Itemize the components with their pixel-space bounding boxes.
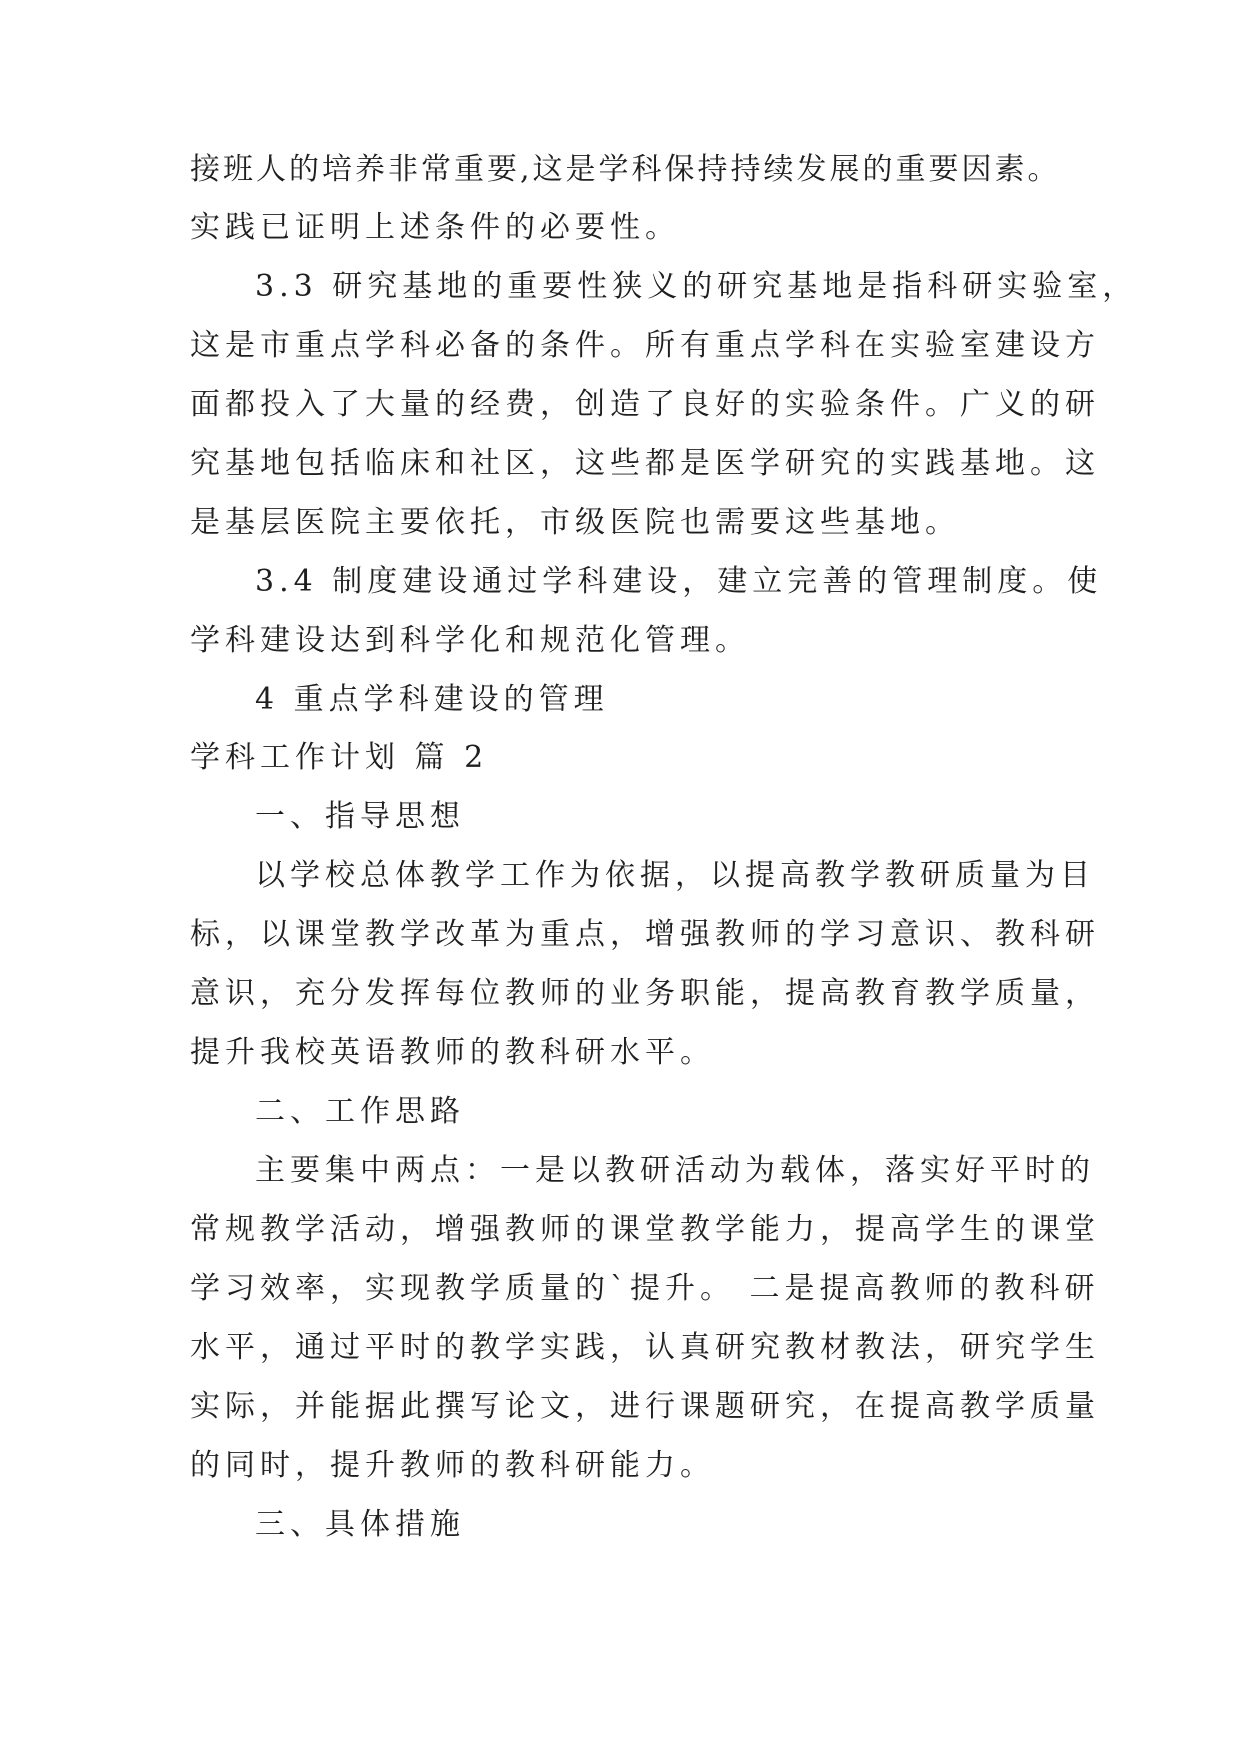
body-text-line: 常规教学活动，增强教师的课堂教学能力，提高学生的课堂 xyxy=(190,1212,1100,1247)
body-text-line: 提升我校英语教师的教科研水平。 xyxy=(190,1035,715,1070)
body-text-line: 标，以课堂教学改革为重点，增强教师的学习意识、教科研 xyxy=(190,917,1100,952)
heading-guiding-ideology: 一、指导思想 xyxy=(255,799,465,834)
body-text-line: 这是市重点学科必备的条件。所有重点学科在实验室建设方 xyxy=(190,328,1100,363)
heading-specific-measures: 三、具体措施 xyxy=(255,1507,465,1542)
document-section-title: 学科工作计划 篇 2 xyxy=(190,740,489,775)
body-text-line: 学科建设达到科学化和规范化管理。 xyxy=(190,623,750,658)
body-text-line: 以学校总体教学工作为依据，以提高教学教研质量为目 xyxy=(255,858,1095,893)
section-3-3-line: 3.3 研究基地的重要性狭义的研究基地是指科研实验室， xyxy=(255,269,1138,304)
body-text-line: 学习效率，实现教学质量的`提升。 二是提高教师的教科研 xyxy=(190,1271,1100,1306)
section-4-heading: 4 重点学科建设的管理 xyxy=(255,682,609,717)
section-3-4-line: 3.4 制度建设通过学科建设，建立完善的管理制度。使 xyxy=(255,564,1103,599)
body-text-line: 究基地包括临床和社区，这些都是医学研究的实践基地。这 xyxy=(190,446,1100,481)
body-text-line: 意识，充分发挥每位教师的业务职能，提高教育教学质量， xyxy=(190,976,1100,1011)
body-text-line: 面都投入了大量的经费，创造了良好的实验条件。广义的研 xyxy=(190,387,1100,422)
body-text-line: 的同时，提升教师的教科研能力。 xyxy=(190,1448,715,1483)
body-text-line: 是基层医院主要依托，市级医院也需要这些基地。 xyxy=(190,505,960,540)
body-text-line: 水平，通过平时的教学实践，认真研究教材教法，研究学生 xyxy=(190,1330,1100,1365)
body-text-line: 接班人的培养非常重要,这是学科保持持续发展的重要因素。 xyxy=(190,152,1061,187)
body-text-line: 实际，并能据此撰写论文，进行课题研究，在提高教学质量 xyxy=(190,1389,1100,1424)
heading-work-approach: 二、工作思路 xyxy=(255,1094,465,1129)
body-text-line: 实践已证明上述条件的必要性。 xyxy=(190,210,680,245)
body-text-line: 主要集中两点：一是以教研活动为载体，落实好平时的 xyxy=(255,1153,1095,1188)
